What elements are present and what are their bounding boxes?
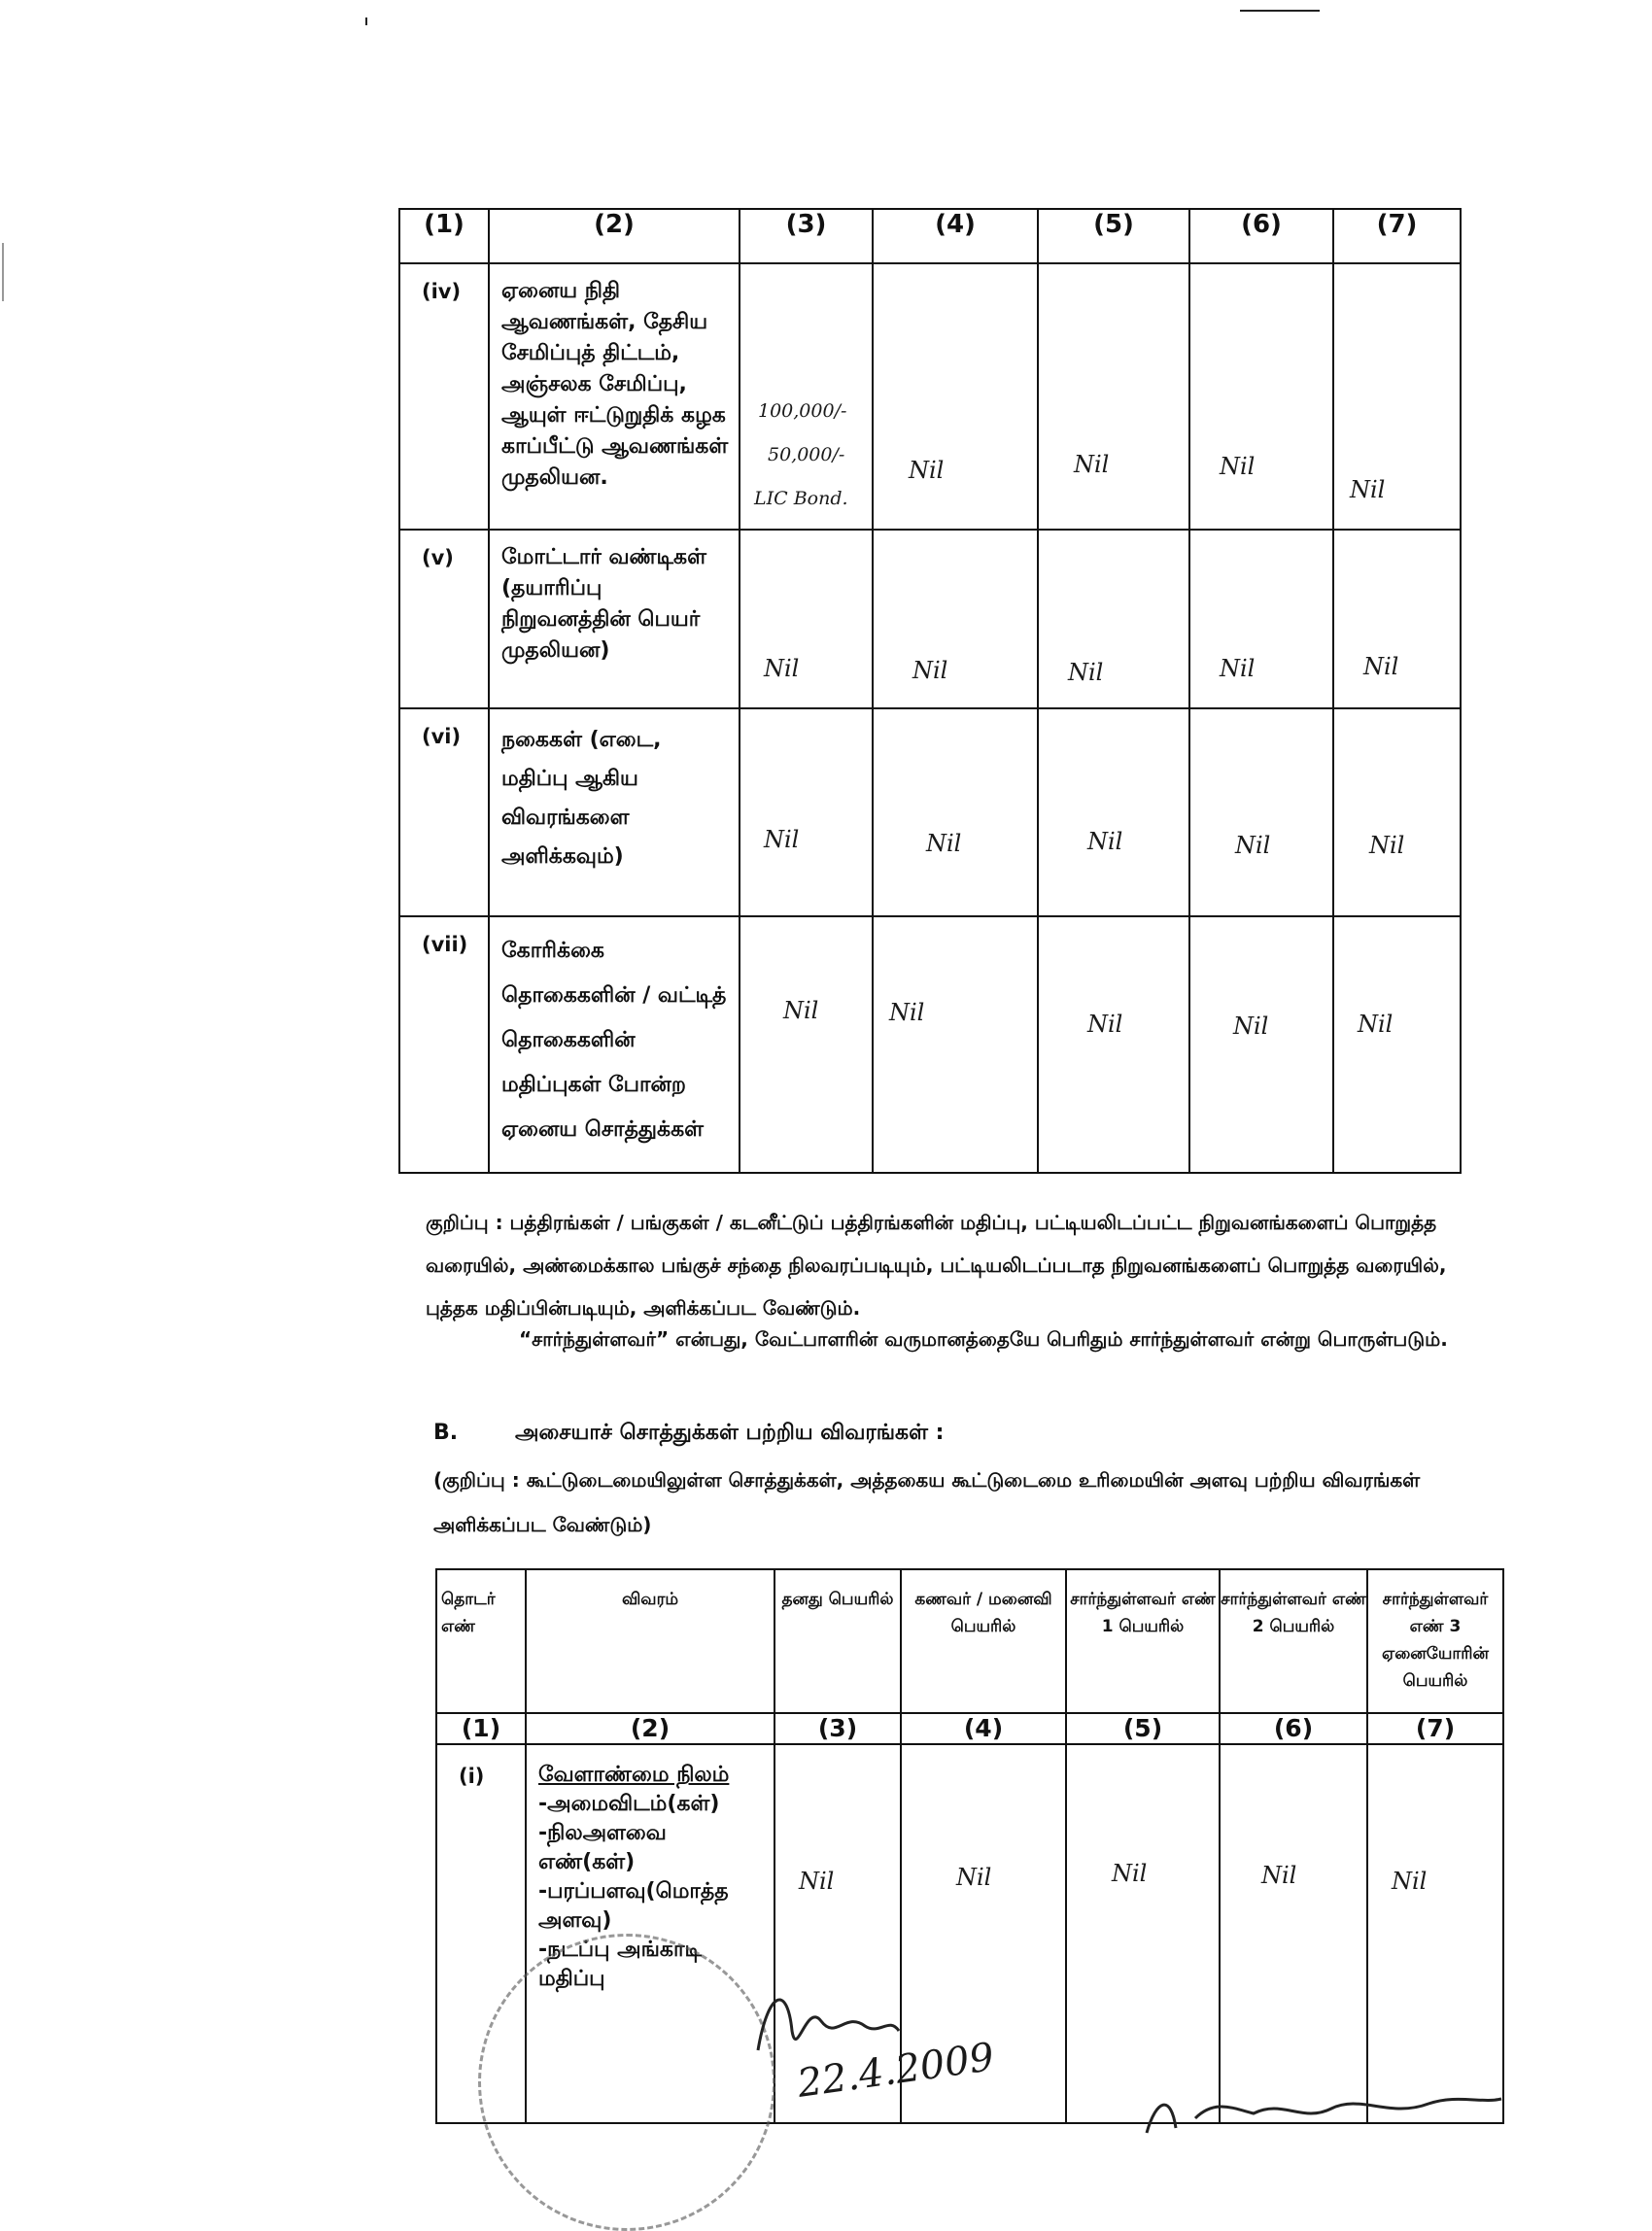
scan-mark	[365, 17, 367, 25]
handwritten-entry	[1189, 263, 1333, 530]
handwritten-nil: Nil	[956, 1864, 992, 1891]
handwritten-nil: Nil	[1363, 653, 1399, 680]
handwritten-nil: Nil	[799, 1868, 835, 1895]
detail-line: -அமைவிடம்(கள்)	[538, 1792, 720, 1816]
section-note: (குறிப்பு : கூட்டுடைமையிலுள்ள சொத்துக்கள், அத்தகைய கூட்டுடைமை உரிமையின் அளவு பற்றிய விவரங்கள் அளிக்கப்பட வேண்டும்)	[433, 1468, 1421, 1536]
handwritten-nil: Nil	[764, 826, 800, 853]
detail-line: -பரப்பளவு(மொத்த அளவு)	[538, 1879, 729, 1933]
handwritten-entry	[1367, 1744, 1503, 2123]
column-number: (1)	[399, 209, 489, 263]
handwritten-entry	[873, 916, 1038, 1173]
handwritten-nil: Nil	[1112, 1860, 1148, 1887]
handwritten-nil: Nil	[926, 830, 962, 857]
scan-mark	[2, 243, 4, 301]
table-row	[399, 530, 1461, 708]
column-number: (2)	[526, 1713, 774, 1744]
column-number-row	[436, 1713, 1503, 1744]
row-description: நகைகள் (எடை, மதிப்பு ஆகிய விவரங்களை அளிக்கவும்)	[489, 708, 740, 916]
column-number: (3)	[740, 209, 873, 263]
handwritten-entry	[1333, 263, 1461, 530]
handwritten-entry	[1220, 1744, 1367, 2123]
handwritten-entry	[740, 530, 873, 708]
handwritten-nil: Nil	[783, 997, 819, 1024]
handwritten-entry	[1038, 708, 1189, 916]
header-details: விவரம்	[526, 1569, 774, 1713]
handwritten-nil: Nil	[1233, 1013, 1269, 1040]
handwritten-nil: Nil	[909, 457, 945, 484]
handwritten-nil: Nil	[1261, 1862, 1297, 1889]
column-number: (5)	[1038, 209, 1189, 263]
column-number: (2)	[489, 209, 740, 263]
row-description: ஏனைய நிதி ஆவணங்கள், தேசிய சேமிப்புத் திட்டம், அஞ்சலக சேமிப்பு, ஆயுள் ஈட்டுறுதிக் கழக காப்பீட்டு ஆவணங்கள் முதலியன.	[489, 263, 740, 530]
table-row	[399, 263, 1461, 530]
header-dependent-3: சார்ந்துள்ளவர் எண் 3 ஏனையோரின் பெயரில்	[1367, 1569, 1503, 1713]
agricultural-land-title: வேளாண்மை நிலம்	[538, 1763, 730, 1787]
handwritten-nil: Nil	[1220, 655, 1256, 682]
valuation-note: குறிப்பு : பத்திரங்கள் / பங்குகள் / கடனீட்டுப் பத்திரங்களின் மதிப்பு, பட்டியலிடப்பட்ட நிறுவனங்களைப் பொறுத்த வரையில், அண்மைக்கால பங்குச் சந்தை நிலவரப்படியும், பட்டியலிடப்படாத நிறுவனங்களைப் பொறுத்த வரையில், புத்தக மதிப்பின்படியும், அளிக்கப்பட வேண்டும்.	[426, 1211, 1447, 1320]
row-number: (i)	[436, 1744, 526, 2123]
section-letter: B.	[433, 1421, 459, 1445]
handwritten-entry	[1038, 916, 1189, 1173]
header-own-name: தனது பெயரில்	[774, 1569, 901, 1713]
header-serial-number: தொடர் எண்	[436, 1569, 526, 1713]
header-dependent-1: சார்ந்துள்ளவர் எண் 1 பெயரில்	[1066, 1569, 1220, 1713]
column-number: (1)	[436, 1713, 526, 1744]
signature-date: 22.4.2009	[794, 2035, 997, 2107]
official-stamp	[478, 1934, 775, 2231]
column-number: (7)	[1333, 209, 1461, 263]
row-number: (vii)	[399, 916, 489, 1173]
handwritten-nil: Nil	[764, 655, 800, 682]
handwritten-nil: Nil	[1350, 476, 1386, 503]
handwritten-nil: Nil	[1369, 832, 1405, 859]
handwritten-nil: Nil	[1235, 832, 1271, 859]
handwritten-nil: Nil	[1087, 828, 1123, 855]
handwritten-entry	[873, 263, 1038, 530]
handwritten-value: 100,000/-	[758, 400, 847, 422]
handwritten-entry	[1333, 708, 1461, 916]
handwritten-entry	[1189, 530, 1333, 708]
handwritten-nil: Nil	[1358, 1011, 1394, 1038]
column-number: (5)	[1066, 1713, 1220, 1744]
row-number: (vi)	[399, 708, 489, 916]
handwritten-nil: Nil	[889, 999, 925, 1026]
column-number: (6)	[1220, 1713, 1367, 1744]
handwritten-entry	[1333, 916, 1461, 1173]
handwritten-entry	[740, 708, 873, 916]
handwritten-entry	[1189, 916, 1333, 1173]
handwritten-nil: Nil	[1220, 453, 1256, 480]
header-spouse-name: கணவர் / மனைவி பெயரில்	[901, 1569, 1066, 1713]
handwritten-entry	[873, 530, 1038, 708]
detail-line: -நடப்பு அங்காடி மதிப்பு	[538, 1938, 702, 1991]
column-number: (4)	[901, 1713, 1066, 1744]
column-number: (4)	[873, 209, 1038, 263]
handwritten-nil: Nil	[1392, 1868, 1428, 1895]
column-number: (3)	[774, 1713, 901, 1744]
assets-table-continued	[398, 208, 1462, 1174]
row-number: (iv)	[399, 263, 489, 530]
handwritten-nil: Nil	[1068, 659, 1104, 686]
handwritten-value: LIC Bond.	[754, 488, 848, 509]
handwritten-entry	[873, 708, 1038, 916]
handwritten-value: 50,000/-	[768, 444, 845, 465]
handwritten-nil: Nil	[912, 657, 948, 684]
handwritten-entry	[1038, 263, 1189, 530]
row-number: (v)	[399, 530, 489, 708]
table-row	[399, 708, 1461, 916]
handwritten-nil: Nil	[1074, 451, 1110, 478]
handwritten-entry	[740, 263, 873, 530]
column-number-row	[399, 209, 1461, 263]
handwritten-entry	[1189, 708, 1333, 916]
row-description: மோட்டார் வண்டிகள் (தயாரிப்பு நிறுவனத்தின் பெயர் முதலியன)	[489, 530, 740, 708]
dependent-definition: “சார்ந்துள்ளவர்” என்பது, வேட்பாளரின் வருமானத்தையே பெரிதும் சார்ந்துள்ளவர் என்று பொருள்படும்.	[519, 1327, 1448, 1351]
table-header-row	[436, 1569, 1503, 1713]
handwritten-entry	[1333, 530, 1461, 708]
column-number: (6)	[1189, 209, 1333, 263]
handwritten-entry	[1038, 530, 1189, 708]
handwritten-entry	[1066, 1744, 1220, 2123]
column-number: (7)	[1367, 1713, 1503, 1744]
section-title: அசையாச் சொத்துக்கள் பற்றிய விவரங்கள் :	[515, 1421, 945, 1445]
scan-mark	[1240, 10, 1320, 12]
row-description: கோரிக்கை தொகைகளின் / வட்டித் தொகைகளின் மதிப்புகள் போன்ற ஏனைய சொத்துக்கள்	[489, 916, 740, 1173]
candidate-signature	[1137, 2079, 1506, 2138]
handwritten-entry	[740, 916, 873, 1173]
table-row	[399, 916, 1461, 1173]
detail-line: -நிலஅளவை எண்(கள்)	[538, 1821, 667, 1874]
header-dependent-2: சார்ந்துள்ளவர் எண் 2 பெயரில்	[1220, 1569, 1367, 1713]
handwritten-nil: Nil	[1087, 1011, 1123, 1038]
